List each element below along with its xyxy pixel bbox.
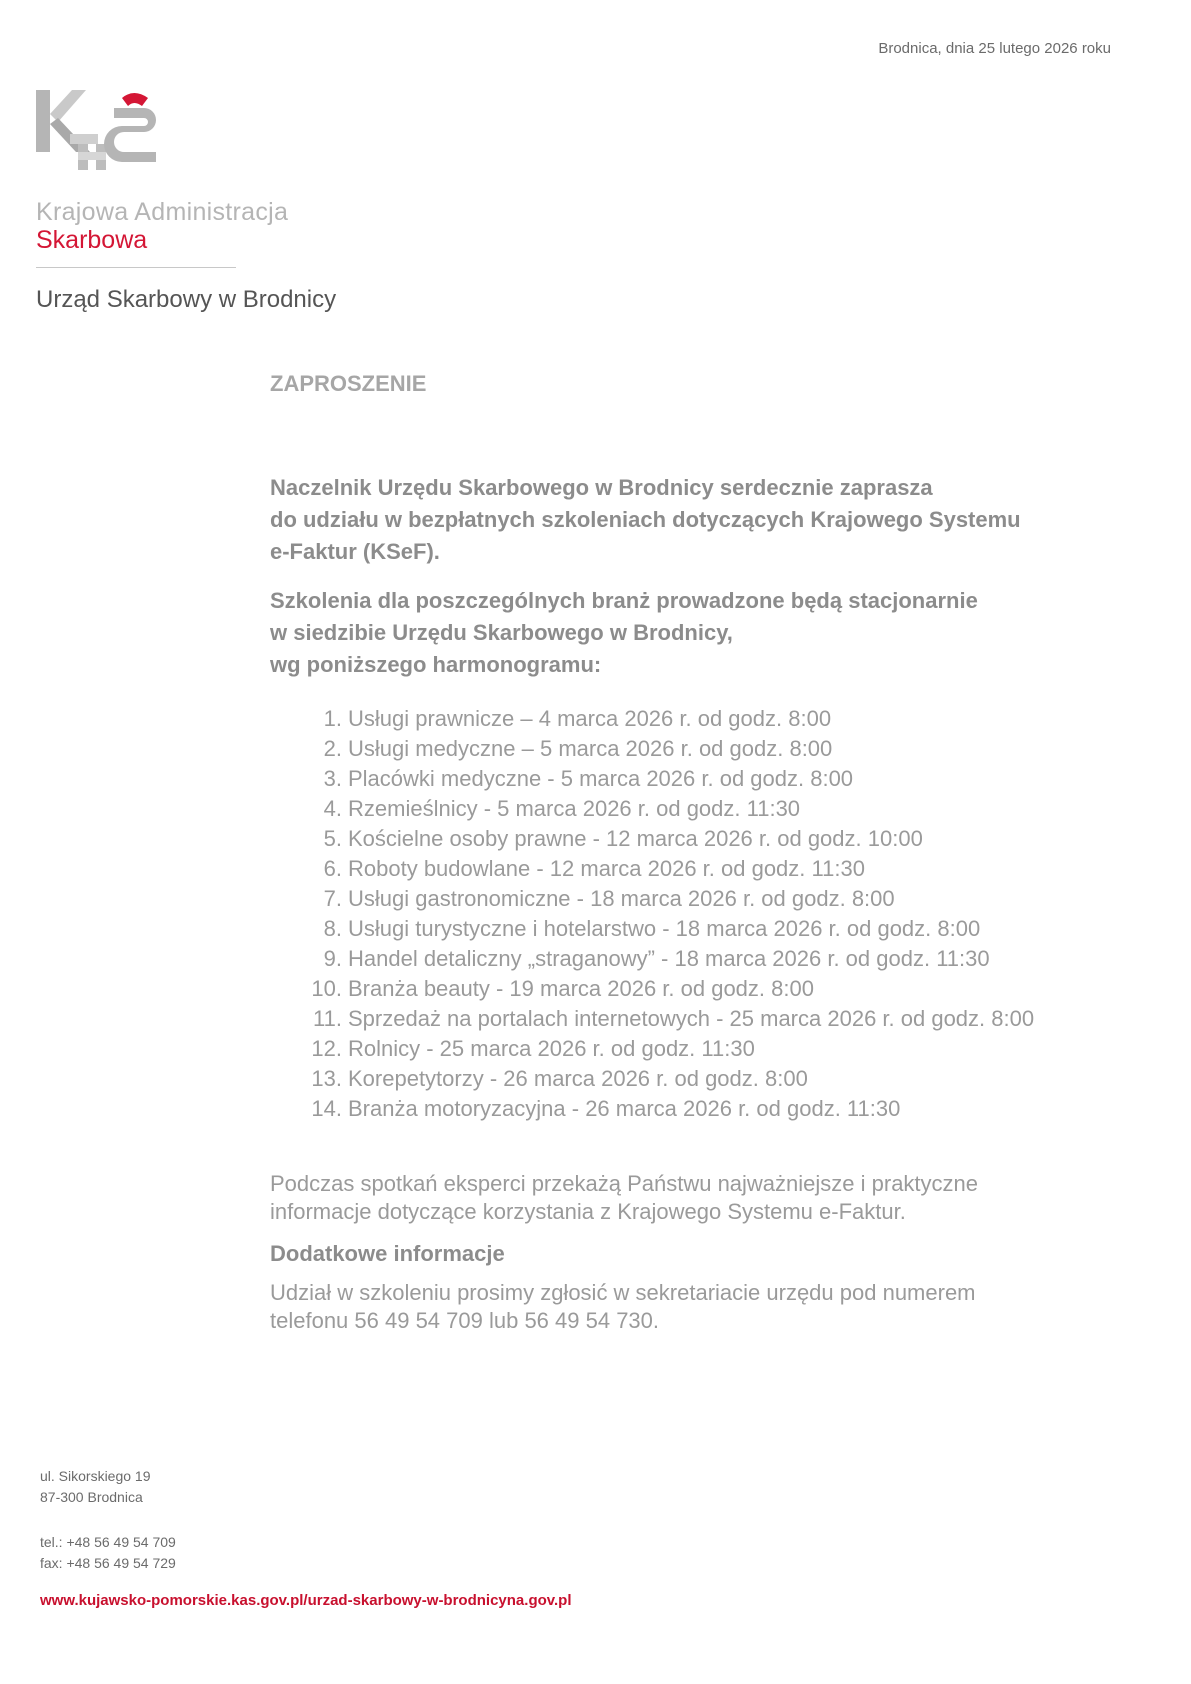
list-item-number: 6. [323, 856, 342, 881]
list-item-text: Branża motoryzacyjna - 26 marca 2026 r. od godz. 11:30 [348, 1096, 901, 1121]
list-item-text: Rolnicy - 25 marca 2026 r. od godz. 11:30 [348, 1036, 755, 1061]
list-item-number: 5. [323, 826, 342, 851]
list-item [306, 884, 1034, 914]
list-item-number: 2. [323, 736, 342, 761]
contact-fax: fax: +48 56 49 54 729 [40, 1555, 176, 1571]
brand-divider [36, 267, 236, 268]
list-item [306, 1034, 1034, 1064]
footer-contact [40, 1532, 176, 1574]
schedule-intro-line: w siedzibie Urzędu Skarbowego w Brodnicy, [270, 620, 733, 645]
list-item-number: 8. [323, 916, 342, 941]
list-item-number: 9. [323, 946, 342, 971]
additional-info-line: telefonu 56 49 54 709 lub 56 49 54 730. [270, 1308, 660, 1333]
address-street: ul. Sikorskiego 19 [40, 1468, 151, 1484]
brand-name: Krajowa Administracja [36, 198, 289, 226]
list-item [306, 1064, 1034, 1094]
experts-line: informacje dotyczące korzystania z Krajowego Systemu e-Faktur. [270, 1199, 906, 1224]
list-item [306, 1004, 1034, 1034]
letter-title: ZAPROSZENIE [270, 371, 427, 396]
document-date: Brodnica, dnia 25 lutego 2026 roku [878, 40, 1111, 57]
additional-info-line: Udział w szkoleniu prosimy zgłosić w sekretariacie urzędu pod numerem [270, 1280, 976, 1305]
list-item-text: Usługi gastronomiczne - 18 marca 2026 r. od godz. 8:00 [348, 886, 895, 911]
kas-logo [36, 90, 156, 172]
list-item-text: Branża beauty - 19 marca 2026 r. od godz. 8:00 [348, 976, 814, 1001]
footer-address [40, 1466, 151, 1508]
list-item-number: 14. [311, 1096, 342, 1121]
list-item-number: 12. [311, 1036, 342, 1061]
schedule-intro-line: wg poniższego harmonogramu: [270, 652, 602, 677]
list-item-number: 7. [323, 886, 342, 911]
list-item [306, 764, 1034, 794]
list-item-number: 4. [323, 796, 342, 821]
schedule-intro-paragraph [270, 585, 1120, 681]
experts-paragraph [270, 1170, 1120, 1226]
list-item-text: Korepetytorzy - 26 marca 2026 r. od godz. 8:00 [348, 1066, 808, 1091]
list-item [306, 734, 1034, 764]
intro-paragraph [270, 472, 1120, 568]
list-item-number: 10. [311, 976, 342, 1001]
contact-phone: tel.: +48 56 49 54 709 [40, 1534, 176, 1550]
list-item-text: Rzemieślnicy - 5 marca 2026 r. od godz. 11:30 [348, 796, 801, 821]
list-item [306, 1094, 1034, 1124]
list-item-number: 13. [311, 1066, 342, 1091]
office-name: Urząd Skarbowy w Brodnicy [36, 286, 337, 313]
list-item-text: Placówki medyczne - 5 marca 2026 r. od godz. 8:00 [348, 766, 854, 791]
list-item-text: Usługi turystyczne i hotelarstwo - 18 marca 2026 r. od godz. 8:00 [348, 916, 981, 941]
list-item-number: 3. [323, 766, 342, 791]
list-item [306, 824, 1034, 854]
list-item [306, 944, 1034, 974]
additional-info-heading: Dodatkowe informacje [270, 1241, 505, 1266]
address-city: 87-300 Brodnica [40, 1489, 143, 1505]
list-item [306, 794, 1034, 824]
list-item-text: Roboty budowlane - 12 marca 2026 r. od godz. 11:30 [348, 856, 865, 881]
additional-info-paragraph [270, 1279, 1120, 1335]
website-link[interactable]: www.kujawsko-pomorskie.kas.gov.pl/urzad-skarbowy-w-brodnicyna.gov.pl [40, 1592, 572, 1609]
list-item-text: Usługi prawnicze – 4 marca 2026 r. od godz. 8:00 [348, 706, 832, 731]
list-item-number: 1. [323, 706, 342, 731]
experts-line: Podczas spotkań eksperci przekażą Państwu najważniejsze i praktyczne [270, 1171, 979, 1196]
intro-line: do udziału w bezpłatnych szkoleniach dotyczących Krajowego Systemu [270, 507, 1021, 532]
list-item-text: Sprzedaż na portalach internetowych - 25 marca 2026 r. od godz. 8:00 [348, 1006, 1035, 1031]
intro-line: e-Faktur (KSeF). [270, 539, 440, 564]
schedule-intro-line: Szkolenia dla poszczególnych branż prowadzone będą stacjonarnie [270, 588, 978, 613]
list-item-text: Handel detaliczny „straganowy” - 18 marca 2026 r. od godz. 11:30 [348, 946, 990, 971]
intro-line: Naczelnik Urzędu Skarbowego w Brodnicy serdecznie zaprasza [270, 475, 933, 500]
list-item [306, 704, 1034, 734]
list-item [306, 914, 1034, 944]
brand-name-red: Skarbowa [36, 226, 148, 254]
list-item [306, 974, 1034, 1004]
list-item-number: 11. [313, 1006, 342, 1031]
list-item-text: Usługi medyczne – 5 marca 2026 r. od godz. 8:00 [348, 736, 833, 761]
list-item-text: Kościelne osoby prawne - 12 marca 2026 r. od godz. 10:00 [348, 826, 923, 851]
list-item [306, 854, 1034, 884]
schedule-list [306, 704, 1034, 1124]
